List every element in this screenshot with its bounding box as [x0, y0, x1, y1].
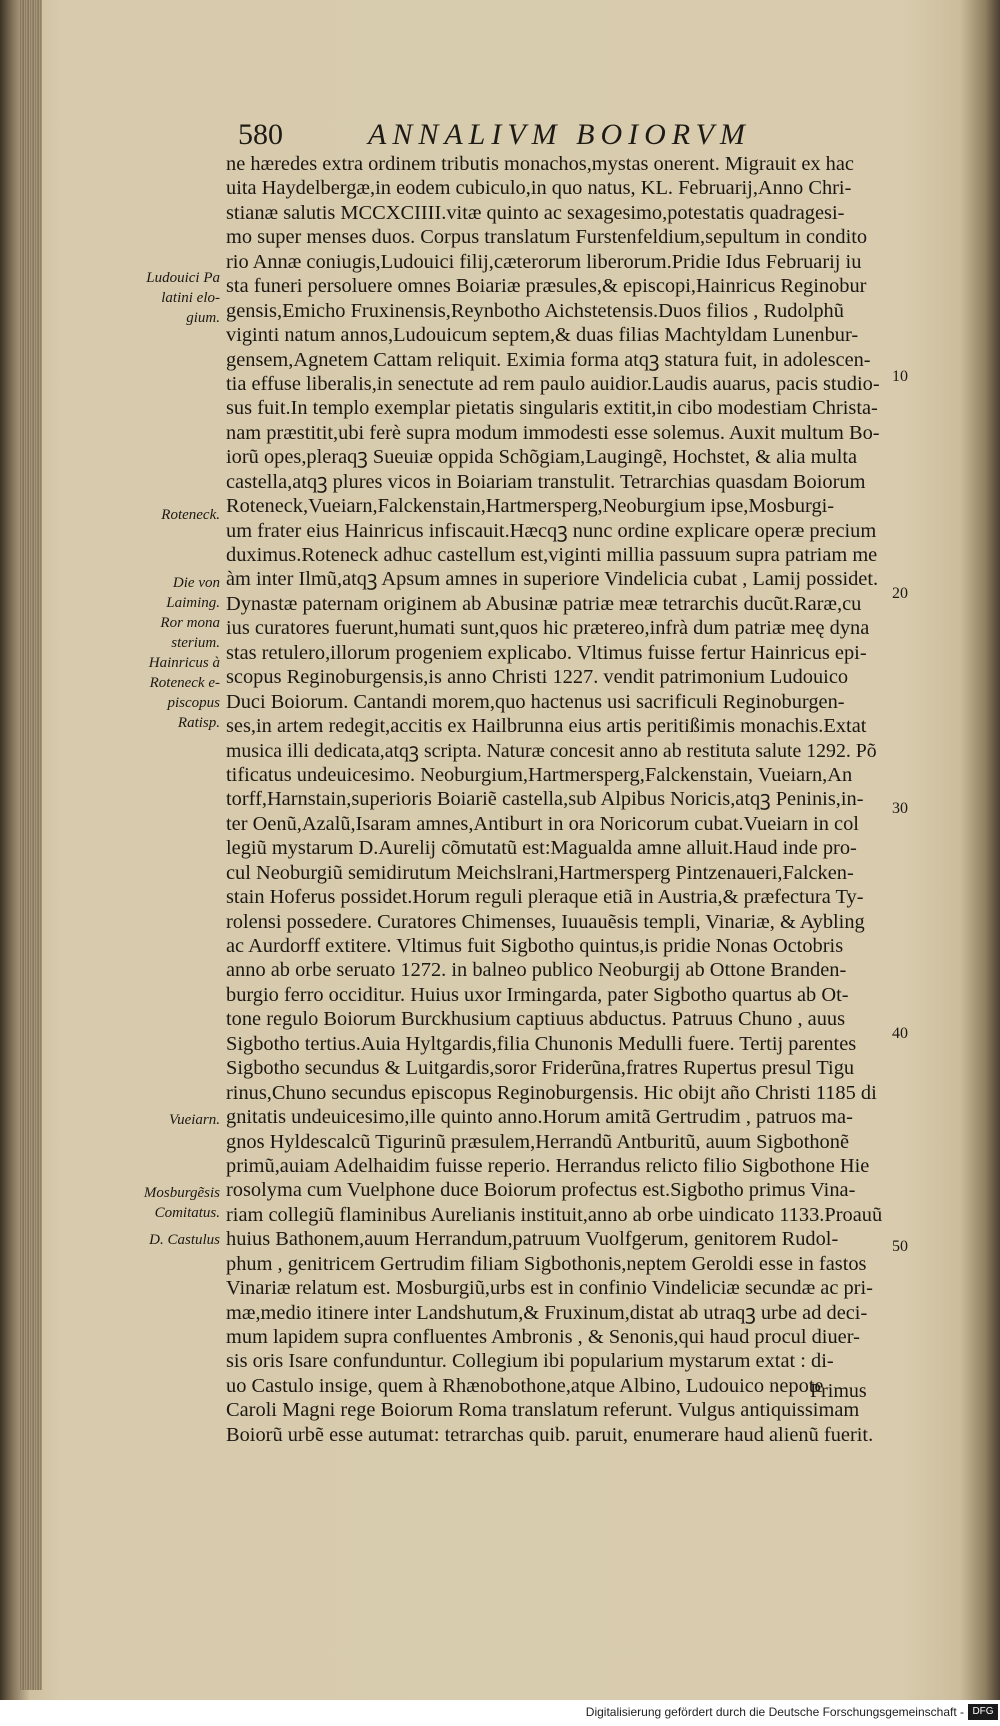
text-line: gensis,Emicho Fruxinensis,Reynbotho Aichstetensis.Duos filios , Rudolphũ [226, 299, 844, 322]
text-line: nam præstitit,ubi ferè supra modum immodesti esse solemus. Auxit multum Bo- [226, 421, 880, 444]
text-line: castella,atqꝫ plures vicos in Boiariam transtulit. Tetrarchias quasdam Boiorum [226, 470, 866, 493]
margin-note [149, 573, 220, 733]
margin-note-line: Vueiarn. [169, 1112, 220, 1128]
text-line: Roteneck,Vueiarn,Falckenstain,Hartmersperg,Neoburgium ipse,Mosburgi- [226, 495, 835, 518]
margin-note-line: D. Castulus [149, 1232, 220, 1248]
text-line: Boiorũ urbẽ esse autumat: tetrarchas quib. paruit, enumerare haud alienũ fuerit. [226, 1423, 874, 1446]
text-line: rinus,Chuno secundus episcopus Reginoburgensis. Hic obijt año Christi 1185 di [226, 1081, 877, 1104]
footer-text: Digitalisierung gefördert durch die Deutsche Forschungsgemeinschaft - [585, 1705, 964, 1719]
text-line: rosolyma cum Vuelphone duce Boiorum profectus est.Sigbotho primus Vina- [226, 1179, 856, 1202]
text-line: tone regulo Boiorum Burckhusium captiuus abductus. Patruus Chuno , auus [226, 1008, 846, 1031]
margin-note-line: Ror mona [160, 615, 220, 631]
margin-note-line: gium. [186, 310, 220, 326]
text-line: gensem,Agnetem Cattam reliquit. Eximia forma atqꝫ statura fuit, in adolescen- [226, 348, 871, 371]
margin-note-line: Mosburgẽsis [143, 1185, 220, 1201]
text-line: anno ab orbe seruato 1272. in balneo publico Neoburgij ab Ottone Branden- [226, 959, 847, 982]
text-line: ac Aurdorff extitere. Vltimus fuit Sigbotho quintus,is pridie Nonas Octobris [226, 935, 844, 957]
text-line: mæ,medio itinere inter Landshutum,& Fruxinum,distat ab utraqꝫ urbe ad deci- [226, 1301, 868, 1324]
text-line: ius curatores fuerunt,humati sunt,quos hic prætereo,infrà dum patriæ meę dyna [226, 617, 870, 640]
text-line: scopus Reginoburgensis,is anno Christi 1227. vendit patrimonium Ludouico [226, 666, 849, 689]
text-line: àm inter Ilmũ,atqꝫ Apsum amnes in superiore Vindelicia cubat , Lamij possidet. [226, 568, 879, 591]
text-line: iorũ opes,pleraqꝫ Sueuiæ oppida Schõgiam,Laugingẽ, Hochstet, & alia multa [226, 446, 858, 469]
text-line: Sigbotho tertius.Auia Hyltgardis,filia Chunonis Medulli fuere. Tertij parentes [226, 1032, 857, 1055]
text-line: stain Hoferus possidet.Horum reguli pleraque etiã in Austria,& præfectura Ty- [226, 886, 864, 909]
text-line: torff,Harnstain,superioris Boiariẽ castella,sub Alpibus Noricis,atqꝫ Peninis,in- [226, 788, 864, 811]
text-line: ne hæredes extra ordinem tributis monachos,mystas onerent. Migrauit ex hac [226, 153, 854, 175]
margin-note [149, 1230, 220, 1250]
running-head: ANNALIVM BOIORVM [368, 118, 751, 151]
text-line: primũ,auiam Adelhaidim fuisse reperio. Herrandus relicto filio Sigbothone Hie [226, 1154, 870, 1177]
digitization-footer [0, 1700, 1000, 1726]
margin-note-line: Roteneck e- [149, 675, 220, 691]
margin-note [161, 505, 220, 525]
text-line: Sigbotho secundus & Luitgardis,soror Friderũna,fratres Rupertus presul Tigu [226, 1057, 855, 1080]
text-line: ter Oenũ,Azalũ,Isaram amnes,Antiburt in ora Noricorum cubat.Vueiarn in col [226, 812, 859, 835]
text-line: legiũ mystarum D.Aurelij cõmutatũ est:Magualda amne alluit.Haud inde pro- [226, 837, 857, 860]
line-number: 50 [892, 1238, 908, 1255]
text-line: riam collegiũ flaminibus Aurelianis instituit,anno ab orbe uindicato 1133.Proauũ [226, 1203, 883, 1226]
page-edge-stack [20, 0, 42, 1690]
text-line: stas retulero,illorum progeniem explicabo. Vltimus fuisse fertur Hainricus epi- [226, 641, 867, 664]
text-line: um frater eius Hainricus infiscauit.Hæcqꝫ nunc ordine explicare operæ precium [226, 519, 877, 542]
main-text-block [226, 152, 886, 1447]
line-number: 10 [892, 368, 908, 385]
text-line: gnos Hyldescalcũ Tigurinũ præsulem,Herrandũ Antburitũ, auum Sigbothonẽ [226, 1130, 849, 1153]
margin-note [146, 268, 220, 328]
text-line: burgio ferro occiditur. Huius uxor Irmingarda, pater Sigbotho quartus ab Ot- [226, 983, 849, 1006]
book-page [20, 0, 990, 1690]
page-number: 580 [238, 118, 283, 151]
line-number: 30 [892, 800, 908, 817]
margin-note-line: Comitatus. [154, 1205, 220, 1221]
margin-note-line: Roteneck. [161, 507, 220, 523]
margin-note-line: Die von [172, 575, 220, 591]
line-number: 40 [892, 1025, 908, 1042]
text-line: viginti natum annos,Ludouicum septem,& duas filias Machtyldam Lunenbur- [226, 324, 859, 347]
margin-note-line: Laiming. [166, 595, 220, 611]
text-line: Vinariæ relatum est. Mosburgiũ,urbs est in confinio Vindeliciæ secundæ ac pri- [226, 1277, 873, 1300]
text-line: tia effuse liberalis,in senectute ad rem paulo auidior.Laudis auarus, pacis studio- [226, 372, 880, 395]
margin-note-line: piscopus [167, 695, 220, 711]
margin-note-line: Ratisp. [177, 715, 220, 731]
text-line: sta funeri persoluere omnes Boiariæ præsules,& episcopi,Hainricus Reginobur [226, 275, 867, 298]
text-line: rio Annæ coniugis,Ludouici filij,cæterorum liberorum.Pridie Idus Februarij iu [226, 250, 862, 273]
catchword: Primus [810, 1380, 867, 1402]
margin-note-line: sterium. [171, 635, 220, 651]
text-line: sus fuit.In templo exemplar pietatis singularis extitit,in cibo modestiam Christa- [226, 397, 878, 420]
text-line: musica illi dedicata,atqꝫ scripta. Naturæ concesit anno ab restituta salute 1292. Põ [226, 739, 877, 762]
text-line: huius Bathonem,auum Herrandum,patruum Vuolfgerum, genitorem Rudol- [226, 1228, 839, 1251]
text-line: tificatus undeuicesimo. Neoburgium,Hartmersperg,Falckenstain, Vueiarn,An [226, 763, 853, 786]
margin-note [169, 1110, 220, 1130]
text-line: Caroli Magni rege Boiorum Roma translatum referunt. Vulgus antiquissimam [226, 1399, 860, 1422]
text-line: cul Neoburgiũ semidirutum Meichslrani,Hartmersperg Pintzenaueri,Falcken- [226, 861, 854, 884]
margin-note-line: latini elo- [161, 290, 220, 306]
text-line: uo Castulo insige, quem à Rhænobothone,atque Albino, Ludouico nepote [226, 1374, 824, 1397]
text-line: Duci Boiorum. Cantandi morem,quo hactenus usi sacrificuli Reginoburgen- [226, 690, 845, 713]
text-line: duximus.Roteneck adhuc castellum est,viginti millia passuum supra patriam me [226, 544, 878, 566]
margin-note-line: Ludouici Pa [146, 270, 220, 286]
line-number: 20 [892, 585, 908, 602]
text-line: mo super menses duos. Corpus translatum Furstenfeldium,sepultum in condito [226, 226, 868, 249]
text-line: sis oris Isare confunduntur. Collegium ibi popularium mystarum extat : di- [226, 1350, 834, 1373]
margin-note [144, 1183, 220, 1223]
margin-note-line: Hainricus à [148, 655, 220, 671]
text-line: uita Haydelbergæ,in eodem cubiculo,in quo natus, KL. Februarij,Anno Chri- [226, 177, 852, 200]
text-line: phum , genitricem Gertrudim filiam Sigbothonis,neptem Geroldi esse in fastos [226, 1252, 867, 1275]
text-line: ses,in artem redegit,accitis ex Hailbrunna eius artis peritißimis monachis.Extat [226, 715, 867, 738]
dfg-logo: DFG [968, 1704, 998, 1720]
text-line: Dynastæ paternam originem ab Abusinæ patriæ meæ tetrarchis ducũt.Raræ,cu [226, 592, 862, 615]
text-line: rolensi possedere. Curatores Chimenses, Iuuauẽsis templi, Vinariæ, & Aybling [226, 910, 865, 933]
text-line: mum lapidem supra confluentes Ambronis , & Senonis,qui haud procul diuer- [226, 1326, 860, 1348]
text-line: gnitatis undeuicesimo,ille quinto anno.Horum amitã Gertrudim , patruos ma- [226, 1106, 853, 1129]
text-line: stianæ salutis MCCXCIIII.vitæ quinto ac sexagesimo,potestatis quadragesi- [226, 201, 845, 224]
